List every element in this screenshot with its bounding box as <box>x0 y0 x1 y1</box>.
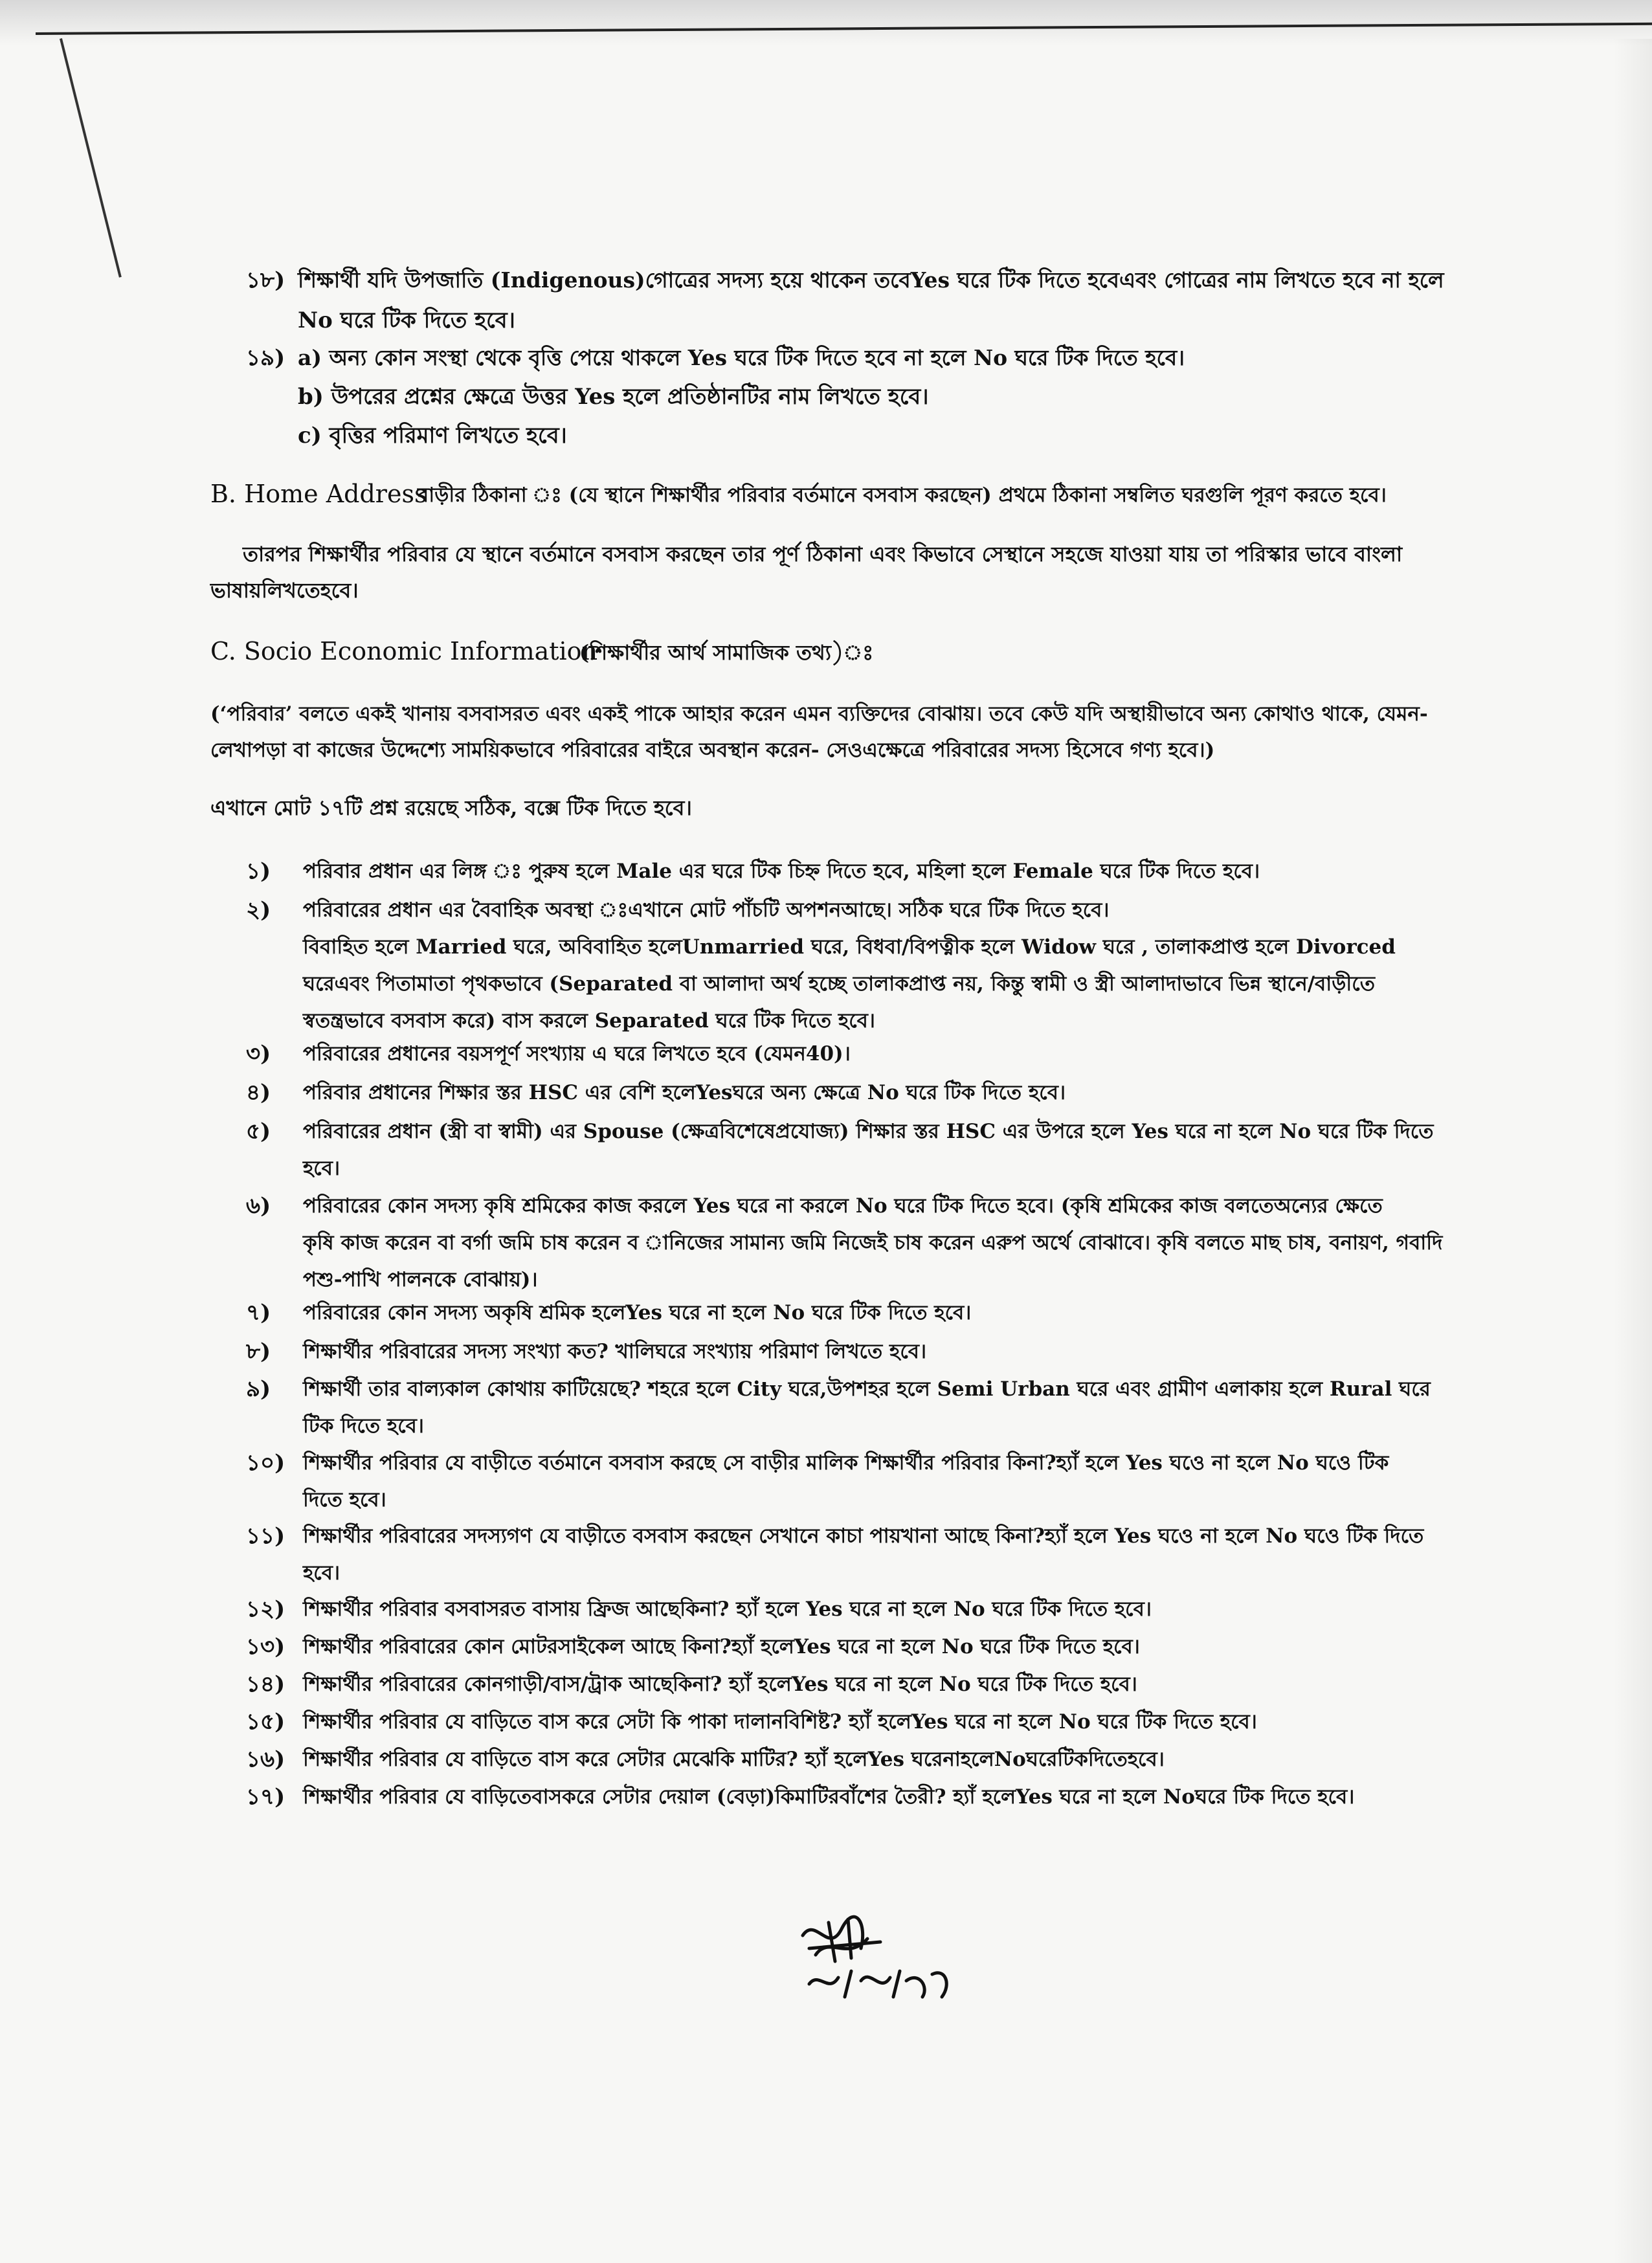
item-number: ৫) <box>246 1119 271 1144</box>
item-text-line: ঘরেএবং পিতামাতা পৃথকভাবে (Separated বা আলাদা অর্থ হচ্ছে তালাকপ্রাপ্ত নয়, কিন্তু স্বামী ও স্ত্রী আলাদাভাবে ভিন্ন স্থানে/বাড়ীতে <box>303 972 1375 996</box>
item-number: ৬) <box>246 1193 271 1219</box>
family-definition-note <box>210 696 1505 768</box>
item-text-line: শিক্ষার্থী তার বাল্যকাল কোথায় কাটিয়েছে? শহরে হলে City ঘরে,উপশহর হলে Semi Urban ঘরে এবং গ্রামীণ এলাকায় হলে Rural ঘরে <box>303 1377 1431 1401</box>
item-text-line: শিক্ষার্থীর পরিবারের কোনগাড়ী/বাস/ট্রাক আছেকিনা? হ্যাঁ হলেYes ঘরে না হলে No ঘরে টিক দিতে হবে। <box>303 1673 1137 1696</box>
item-text-line: কৃষি কাজ করেন বা বর্গা জমি চাষ করেন ব ানিজের সামান্য জমি নিজেই চাষ করেন এরুপ অর্থে বোঝাবে। কৃষি বলতে মাছ চাষ, বনায়ণ, গবাদি <box>303 1231 1443 1254</box>
item-text-line: পরিবারের কোন সদস্য কৃষি শ্রমিকের কাজ করলে Yes ঘরে না করলে No ঘরে টিক দিতে হবে। (কৃষি শ্রমিকের কাজ বলতেঅন্যের ক্ষেতে <box>303 1194 1383 1218</box>
questions-intro <box>210 790 1505 826</box>
item-text-line: পরিবারের কোন সদস্য অকৃষি শ্রমিক হলেYes ঘরে না হলে No ঘরে টিক দিতে হবে। <box>303 1301 972 1324</box>
item-text-line: শিক্ষার্থীর পরিবার যে বাড়িতেবাসকরে সেটার দেয়াল (বেড়া)কিমাটিরবাঁশের তৈরী? হ্যাঁ হলেYes ঘরে না হলে Noঘরে টিক দিতে হবে। <box>303 1785 1355 1809</box>
item-text-line: পরিবার প্রধান এর লিঙ্গ ঃ পুরুষ হলে Male এর ঘরে টিক চিহ্ন দিতে হবে, মহিলা হলে Female ঘরে টিক দিতে হবে। <box>303 860 1260 883</box>
item-number: ১২) <box>246 1596 285 1622</box>
item-number: ১৩) <box>246 1634 285 1660</box>
item-number: ১০) <box>246 1450 285 1476</box>
handwritten-signature <box>790 1910 971 2007</box>
item-text-line: দিতে হবে। <box>303 1488 386 1511</box>
item-text-line: শিক্ষার্থীর পরিবারের কোন মোটরসাইকেল আছে কিনা?হ্যাঁ হলেYes ঘরে না হলে No ঘরে টিক দিতে হবে। <box>303 1635 1140 1658</box>
item-number: ৩) <box>246 1041 271 1067</box>
item-text-line: পশু-পাখি পালনকে বোঝায়)। <box>303 1268 538 1291</box>
section-heading: B. Home Address <box>210 480 427 508</box>
intro-text: এখানে মোট ১৭টি প্রশ্ন রয়েছে সঠিক, বক্সে টিক দিতে হবে। <box>210 796 692 820</box>
item-number: ১১) <box>246 1523 285 1549</box>
paragraph-line: ভাষায়লিখতেহবে। <box>210 578 359 603</box>
item-number: ১৯) <box>246 345 285 371</box>
instruction-text: No ঘরে টিক দিতে হবে। <box>298 307 515 333</box>
item-text-line: পরিবারের প্রধান (স্ত্রী বা স্বামী) এর Spouse (ক্ষেত্রবিশেষেপ্রযোজ্য) শিক্ষার স্তর HSC এর উপরে হলে Yes ঘরে না হলে No ঘরে টিক দিতে <box>303 1120 1434 1143</box>
item-text-line: শিক্ষার্থীর পরিবার যে বাড়িতে বাস করে সেটার মেঝেকি মাটির? হ্যাঁ হলেYes ঘরেনাহলেNoঘরেটিকদিতেহবে। <box>303 1748 1165 1771</box>
item-text-line: বিবাহিত হলে Married ঘরে, অবিবাহিত হলেUnmarried ঘরে, বিধবা/বিপত্নীক হলে Widow ঘরে , তালাকপ্রাপ্ত হলে Divorced <box>303 935 1396 959</box>
item-number: ১৪) <box>246 1671 285 1697</box>
item-number: ১৬) <box>246 1746 285 1772</box>
item-text-line: শিক্ষার্থীর পরিবার বসবাসরত বাসায় ফ্রিজ আছেকিনা? হ্যাঁ হলে Yes ঘরে না হলে No ঘরে টিক দিতে হবে। <box>303 1598 1152 1621</box>
item-number: ২) <box>246 897 271 923</box>
item-text-line: শিক্ষার্থীর পরিবারের সদস্যগণ যে বাড়ীতে বসবাস করছেন সেখানে কাচা পায়খানা আছে কিনা?হ্যাঁ হলে Yes ঘওে না হলে No ঘওে টিক দিতে <box>303 1524 1424 1548</box>
item-text-line: হবে। <box>303 1157 340 1180</box>
paragraph-line: তারপর শিক্ষার্থীর পরিবার যে স্থানে বর্তমানে বসবাস করছেন তার পূর্ণ ঠিকানা এবং কিভাবে সেস্থানে সহজে যাওয়া যায় তা পরিস্কার ভাবে বাংলা <box>243 542 1403 566</box>
item-text-line: পরিবারের প্রধানের বয়সপূর্ণ সংখ্যায় এ ঘরে লিখতে হবে (যেমন40)। <box>303 1042 851 1065</box>
item-number: ৭) <box>246 1300 271 1326</box>
item-number: ১) <box>246 858 271 884</box>
note-line: লেখাপড়া বা কাজের উদ্দেশ্যে সাময়িকভাবে পরিবারের বাইরে অবস্থান করেন- সেওএক্ষেত্রে পরিবারের সদস্য হিসেবে গণ্য হবে।) <box>210 739 1215 762</box>
item-text-line: শিক্ষার্থীর পরিবার যে বাড়ীতে বর্তমানে বসবাস করছে সে বাড়ীর মালিক শিক্ষার্থীর পরিবার কিনা?হ্যাঁ হলে Yes ঘওে না হলে No ঘওে টিক <box>303 1451 1389 1475</box>
note-line: (‘পরিবার’ বলতে একই খানায় বসবাসরত এবং একই পাকে আহার করেন এমন ব্যক্তিদের বোঝায়। তবে কেউ যদি অস্থায়ীভাবে অন্য কোথাও থাকে, যেমন- <box>210 702 1428 726</box>
section-heading: C. Socio Economic Information <box>210 637 598 665</box>
item-text-line: পরিবারের প্রধান এর বৈবাহিক অবস্থা ঃএখানে মোট পাঁচটি অপশনআছে। সঠিক ঘরে টিক দিতে হবে। <box>303 898 1110 922</box>
item-text-line: পরিবার প্রধানের শিক্ষার স্তর HSC এর বেশি হলেYesঘরে অন্য ক্ষেত্রে No ঘরে টিক দিতে হবে। <box>303 1081 1066 1104</box>
item-text-line: স্বতন্ত্রভাবে বসবাস করে) বাস করলে Separated ঘরে টিক দিতে হবে। <box>303 1009 875 1032</box>
item-number: ৮) <box>246 1339 271 1365</box>
section-heading-rest: বাড়ীর ঠিকানা ঃ (যে স্থানে শিক্ষার্থীর পরিবার বর্তমানে বসবাস করছেন) প্রথমে ঠিকানা সম্বলিত ঘরগুলি পূরণ করতে হবে। <box>418 484 1387 507</box>
instruction-text: b) উপরের প্রশ্নের ক্ষেত্রে উত্তর Yes হলে প্রতিষ্ঠানটির নাম লিখতে হবে। <box>298 384 929 410</box>
item-number: ৪) <box>246 1080 271 1106</box>
item-number: ১৫) <box>246 1709 285 1735</box>
item-text-line: হবে। <box>303 1561 340 1585</box>
item-text-line: টিক দিতে হবে। <box>303 1414 424 1438</box>
item-number: ১৭) <box>246 1784 285 1810</box>
item-text-line: শিক্ষার্থীর পরিবারের সদস্য সংখ্যা কত? খালিঘরে সংখ্যায় পরিমাণ লিখতে হবে। <box>303 1340 927 1363</box>
home-address-paragraph <box>210 536 1505 608</box>
item-text-line: শিক্ষার্থীর পরিবার যে বাড়িতে বাস করে সেটা কি পাকা দালানবিশিষ্ট? হ্যাঁ হলেYes ঘরে না হলে No ঘরে টিক দিতে হবে। <box>303 1710 1257 1733</box>
item-number: ৯) <box>246 1376 271 1402</box>
instruction-text: a) অন্য কোন সংস্থা থেকে বৃত্তি পেয়ে থাকলে Yes ঘরে টিক দিতে হবে না হলে No ঘরে টিক দিতে হবে। <box>298 345 1185 370</box>
item-number: ১৮) <box>246 267 285 293</box>
section-heading-rest: (শিক্ষার্থীর আর্থ সামাজিক তথ্য)ঃ <box>579 640 874 665</box>
instruction-text: c) বৃত্তির পরিমাণ লিখতে হবে। <box>298 423 567 449</box>
instruction-text: শিক্ষার্থী যদি উপজাতি (Indigenous)গোত্রের সদস্য হয়ে থাকেন তবেYes ঘরে টিক দিতে হবেএবং গোত্রের নাম লিখতে হবে না হলে <box>298 267 1444 293</box>
